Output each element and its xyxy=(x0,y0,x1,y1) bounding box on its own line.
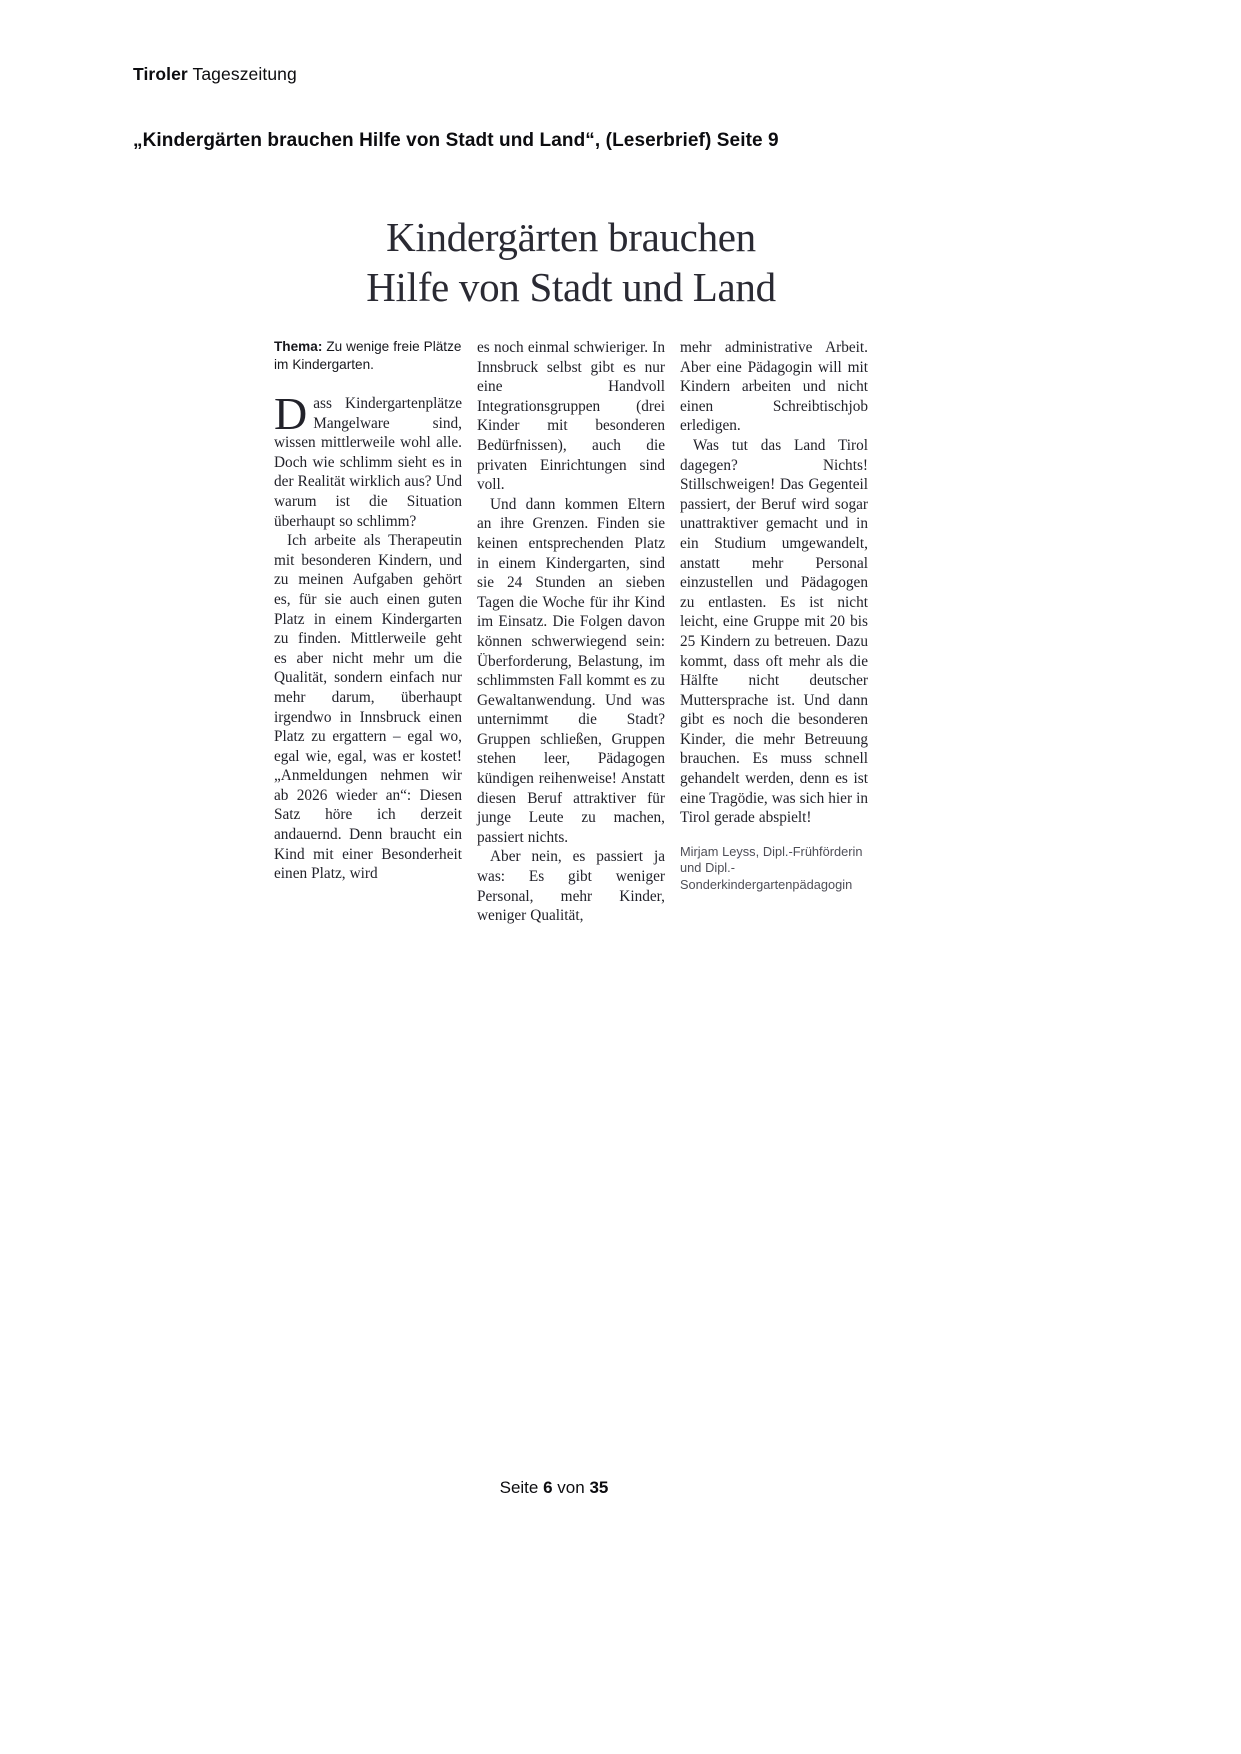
headline-line2: Hilfe von Stadt und Land xyxy=(366,264,776,310)
article-headline xyxy=(274,212,868,312)
footer-current-page: 6 xyxy=(543,1478,553,1497)
article-column-3 xyxy=(680,338,868,926)
paragraph: Was tut das Land Tirol dagegen? Nichts! Stillschweigen! Das Gegenteil passiert, der Beruf wird sogar unattraktiver gemacht und in ein Studium umgewandelt, anstatt mehr Personal einzustellen und Pädagogen zu entlasten. Es ist nicht leicht, eine Gruppe mit 20 bis 25 Kindern zu betreuen. Dazu kommt, dass oft mehr als die Hälfte nicht deutscher Muttersprache ist. Und dann gibt es noch die besonderen Kinder, die mehr Betreuung brauchen. Es muss schnell gehandelt werden, denn es ist eine Tragödie, was sich hier in Tirol gerade abspielt! xyxy=(680,436,868,827)
page-number-indicator xyxy=(0,1478,1108,1498)
article-column-2 xyxy=(477,338,665,926)
paragraph: Aber nein, es passiert ja was: Es gibt weniger Personal, mehr Kinder, weniger Qualität, xyxy=(477,848,665,925)
footer-label-seite: Seite xyxy=(499,1478,539,1497)
article-column-1 xyxy=(274,338,462,926)
thema-lead xyxy=(274,338,462,373)
drop-cap: D xyxy=(274,388,308,439)
footer-label-von: von xyxy=(557,1478,585,1497)
paragraph xyxy=(274,388,462,531)
paragraph: es noch einmal schwieriger. In Innsbruck selbst gibt es nur eine Handvoll Integrationsgruppen (drei Kinder mit besonderen Bedürfnissen), auch die privaten Einrichtungen sind voll. xyxy=(477,339,665,494)
paragraph: mehr administrative Arbeit. Aber eine Pädagogin will mit Kindern arbeiten und nicht einen Schreibtischjob erledigen. xyxy=(680,339,868,435)
paragraph: Ich arbeite als Therapeutin mit besonderen Kindern, und zu meinen Aufgaben gehört es, für sie auch einen guten Platz in einem Kindergarten zu finden. Mittlerweile geht es aber nicht mehr um die Qualität, sondern einfach nur mehr darum, überhaupt irgendwo in Innsbruck einen Platz zu ergattern – egal wo, egal wie, egal, was er kostet! „Anmeldungen nehmen wir ab 2026 wieder an“: Diesen Satz höre ich derzeit andauernd. Denn braucht ein Kind mit einer Besonderheit einen Platz, wird xyxy=(274,532,462,883)
paragraph: Und dann kommen Eltern an ihre Grenzen. Finden sie keinen entsprechenden Platz in einem Kindergarten, sind sie 24 Stunden an sieben Tagen die Woche für ihr Kind im Einsatz. Die Folgen davon können schwerwiegend sein: Überforderung, Belastung, im schlimmsten Fall kommt es zu Gewaltanwendung. Und was unternimmt die Stadt? Gruppen schließen, Gruppen stehen leer, Pädagogen kündigen reihenweise! Anstatt diesen Beruf attraktiver für junge Leute zu machen, passiert nichts. xyxy=(477,495,665,846)
headline-line1: Kindergärten brauchen xyxy=(386,214,756,260)
source-brand-rest: Tageszeitung xyxy=(192,64,297,84)
thema-text: Zu wenige freie Plätze im Kindergarten. xyxy=(274,339,462,372)
paragraph-text: ass Kindergartenplätze Mangelware sind, wissen mittlerweile wohl alle. Doch wie schlimm sieht es in der Realität wirklich aus? Und warum ist die Situation überhaupt so schlimm? xyxy=(274,395,462,530)
article-columns xyxy=(274,338,868,926)
newspaper-source-label xyxy=(133,64,297,85)
author-byline: Mirjam Leyss, Dipl.-Frühförderin und Dipl.-Sonderkindergartenpädagogin xyxy=(680,843,863,892)
source-brand-bold: Tiroler xyxy=(133,64,188,84)
footer-total-pages: 35 xyxy=(589,1478,609,1497)
thema-label: Thema: xyxy=(274,339,323,354)
newspaper-clipping xyxy=(274,212,868,926)
document-title: „Kindergärten brauchen Hilfe von Stadt und Land“, (Leserbrief) Seite 9 xyxy=(133,130,779,151)
